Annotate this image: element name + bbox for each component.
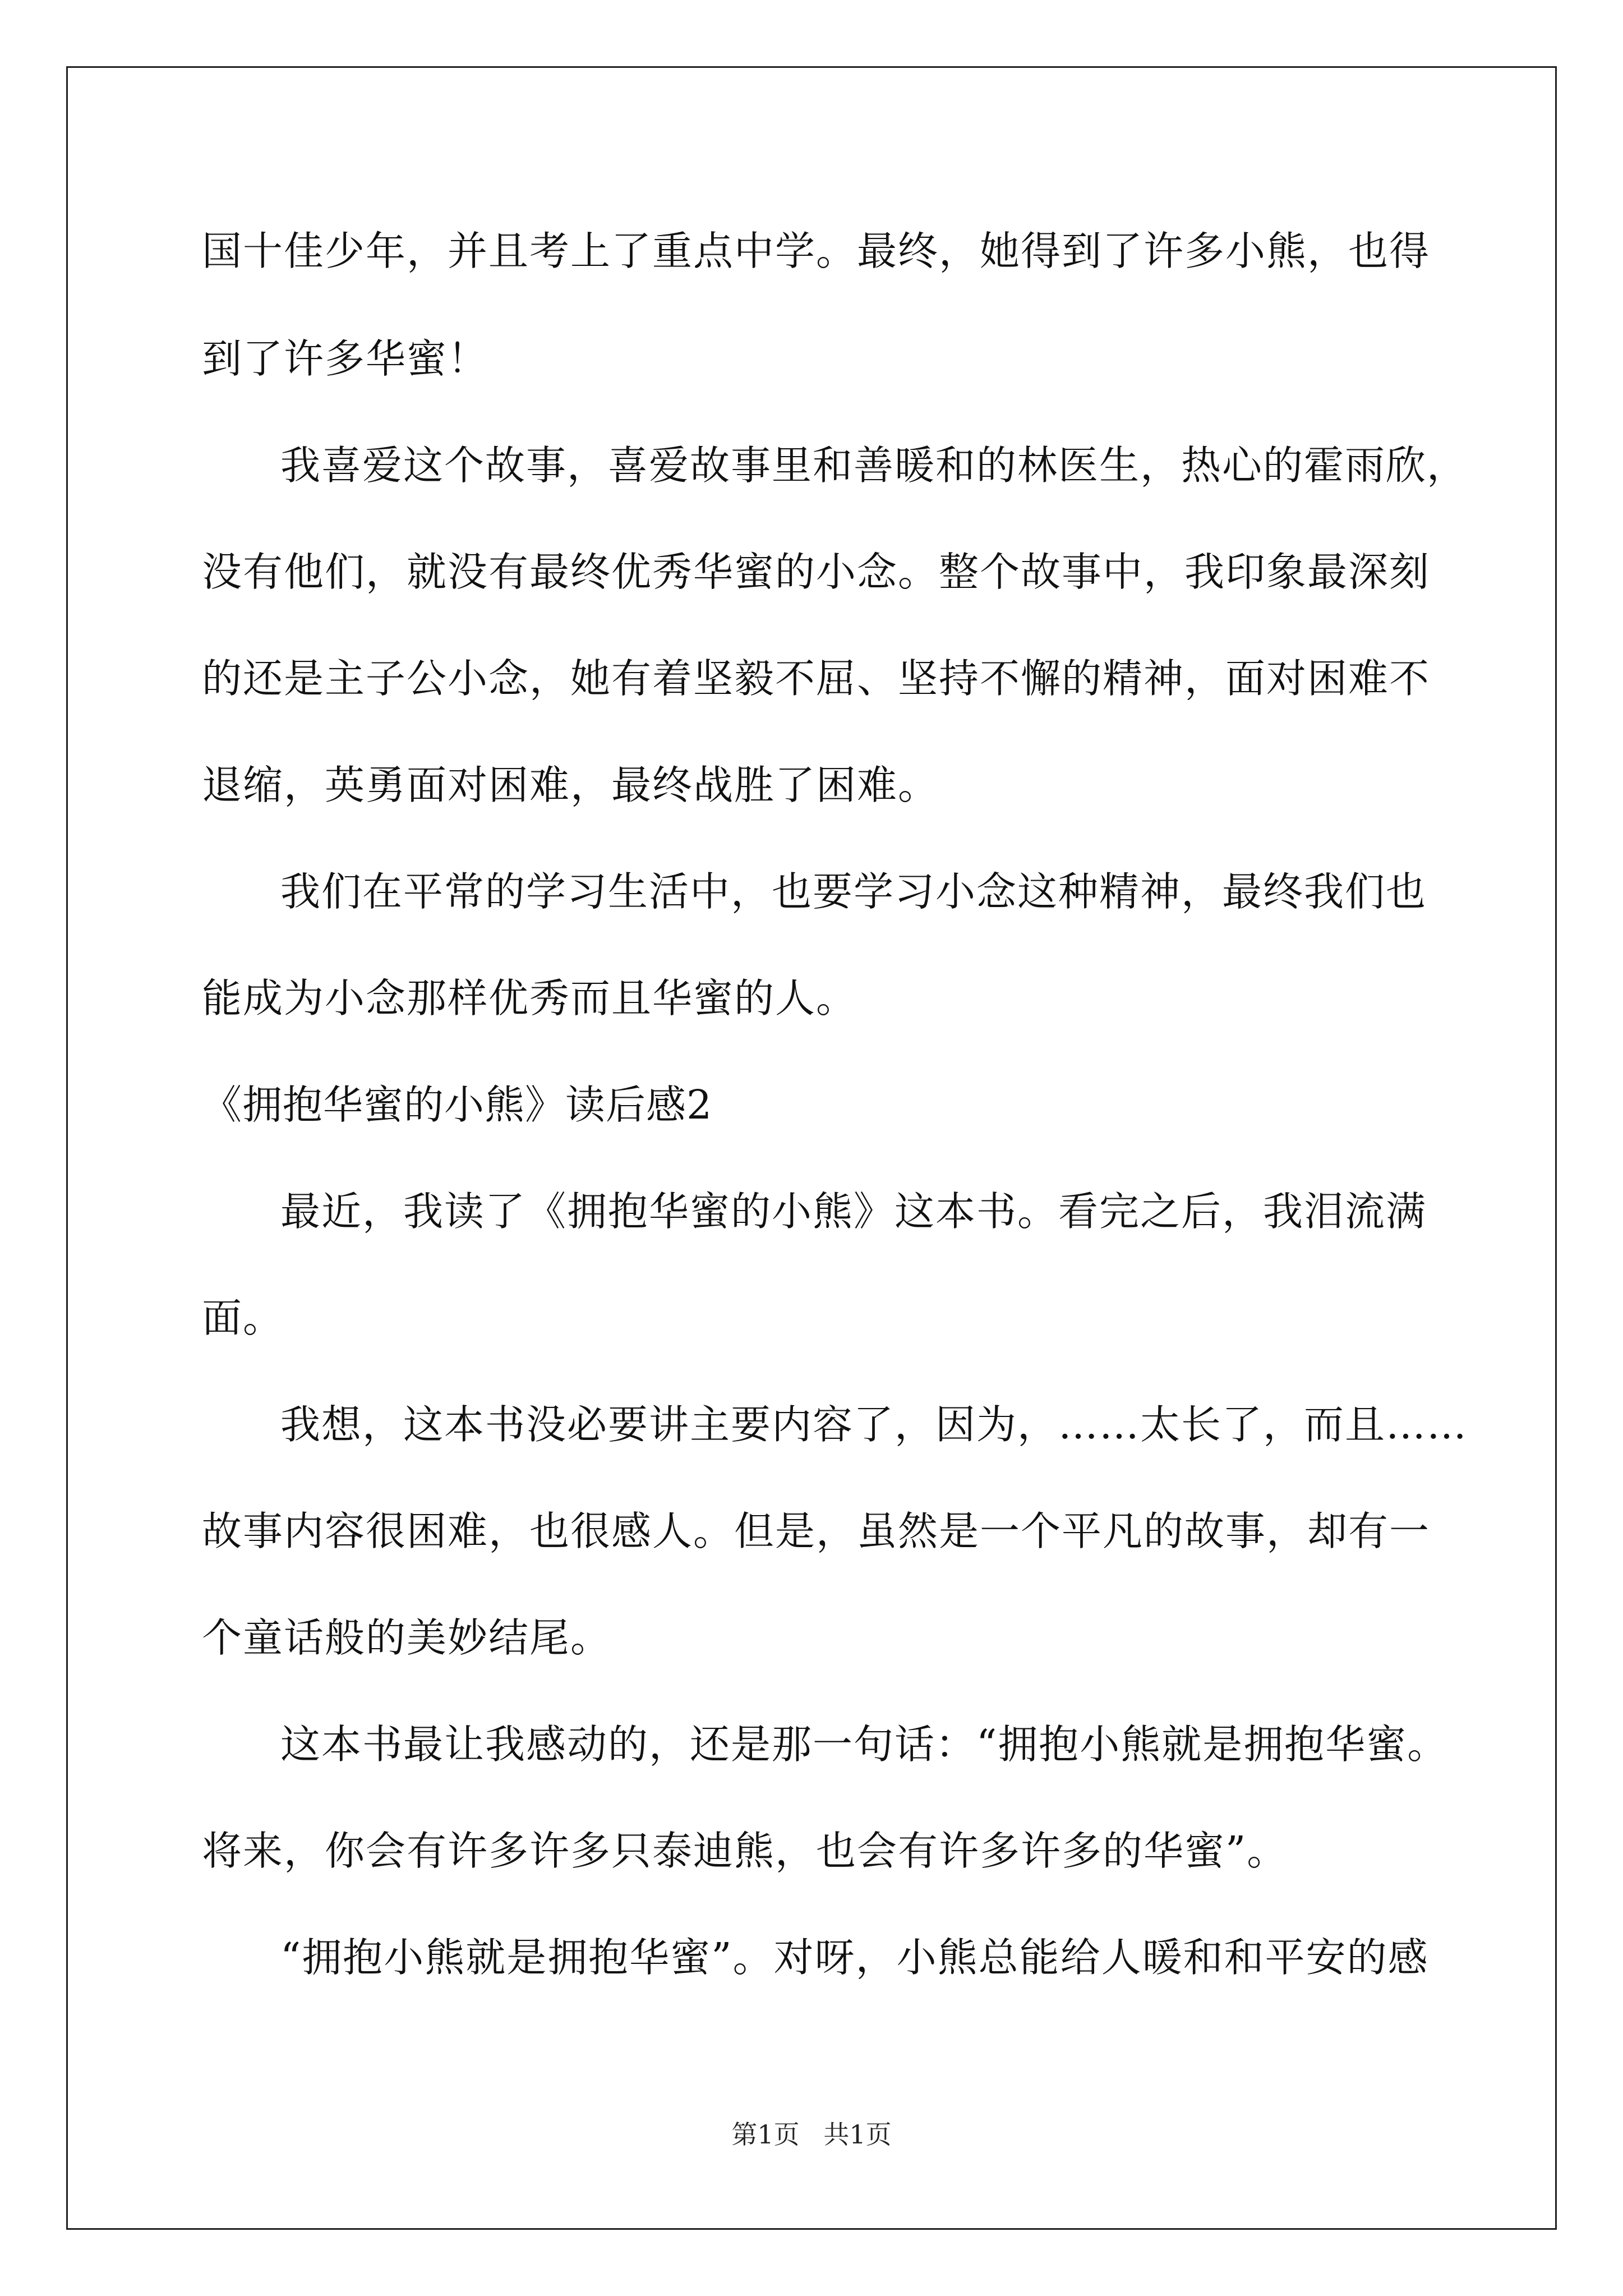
text-line: 到了许多华蜜！ xyxy=(202,335,489,382)
paragraph-start: 我们在平常的学习生活中，也要学习小念这种精神，最终我们也 xyxy=(280,868,1427,915)
paragraph-start: “拥抱小熊就是拥抱华蜜”。对呀，小熊总能给人暖和和平安的感 xyxy=(280,1934,1429,1981)
paragraph-start: 这本书最让我感动的，还是那一句话：“拥抱小熊就是拥抱华蜜。 xyxy=(280,1721,1449,1768)
text-line: 的还是主子公小念，她有着坚毅不屈、坚持不懈的精神，面对困难不 xyxy=(202,655,1431,702)
text-line: 国十佳少年，并且考上了重点中学。最终，她得到了许多小熊，也得 xyxy=(202,228,1431,274)
page-number-total: 共1页 xyxy=(823,2119,892,2150)
paragraph-start: 我喜爱这个故事，喜爱故事里和善暖和的林医生，热心的霍雨欣， xyxy=(280,442,1468,489)
text-line: 退缩，英勇面对困难，最终战胜了困难。 xyxy=(202,762,939,808)
text-line: 能成为小念那样优秀而且华蜜的人。 xyxy=(202,975,857,1022)
page-footer xyxy=(0,2118,1623,2151)
text-line: 个童话般的美妙结尾。 xyxy=(202,1614,612,1661)
text-line: 故事内容很困难，也很感人。但是，虽然是一个平凡的故事，却有一 xyxy=(202,1508,1431,1554)
paragraph-start: 最近，我读了《拥抱华蜜的小熊》这本书。看完之后，我泪流满 xyxy=(280,1188,1427,1235)
page-border xyxy=(66,66,1557,2230)
text-line: 将来，你会有许多许多只泰迪熊，也会有许多许多的华蜜”。 xyxy=(202,1828,1288,1874)
paragraph-start: 我想，这本书没必要讲主要内容了，因为，……太长了，而且…… xyxy=(280,1401,1468,1448)
section-heading: 《拥抱华蜜的小熊》读后感2 xyxy=(202,1082,713,1128)
text-line: 没有他们，就没有最终优秀华蜜的小念。整个故事中，我印象最深刻 xyxy=(202,549,1431,595)
text-line: 面。 xyxy=(202,1295,284,1341)
page-number-current: 第1页 xyxy=(731,2119,800,2150)
